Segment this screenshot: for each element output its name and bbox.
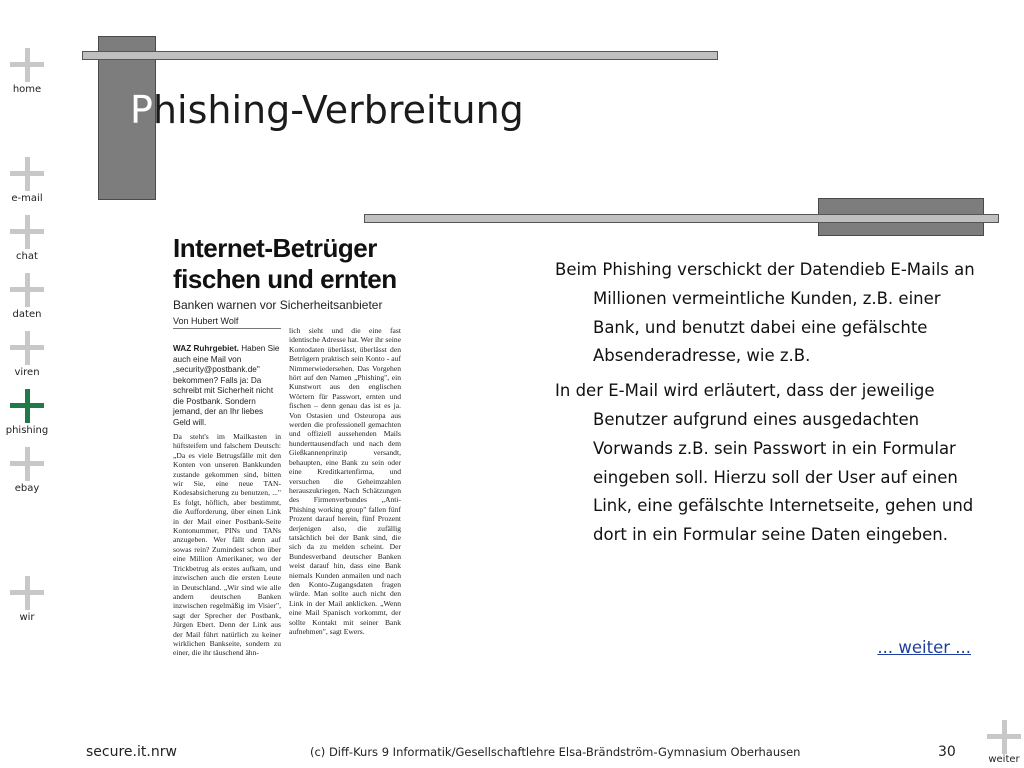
plus-icon (10, 389, 44, 423)
paragraph-2: In der E-Mail wird erläutert, dass der jeweilige Benutzer aufgrund eines ausgedachten Vorwands z.B. sein Passwort in ein Formular eingeben soll. Hierzu soll der User auf einen Link, eine gefälschte Internetseite, gehen und dort in ein Formular seine Daten eingeben. (555, 381, 974, 545)
next-button[interactable] (986, 720, 1022, 765)
nav-label-e-mail: e-mail (11, 193, 43, 204)
plus-icon (10, 273, 44, 307)
nav-label-chat: chat (16, 251, 38, 262)
nav-label-wir: wir (19, 612, 35, 623)
nav-label-phishing: phishing (5, 425, 49, 436)
nav-item-viren[interactable] (4, 331, 50, 378)
newspaper-clipping (165, 232, 408, 707)
nav-item-chat[interactable] (4, 215, 50, 262)
article-lead (173, 344, 281, 428)
plus-icon (10, 215, 44, 249)
footer-copyright: (c) Diff-Kurs 9 Informatik/Gesellschaftlehre Elsa-Brändström-Gymnasium Oberhausen (310, 745, 801, 759)
nav-label-daten: daten (12, 309, 42, 320)
nav-label-ebay: ebay (14, 483, 40, 494)
page-title-initial: P (130, 88, 153, 132)
plus-icon (10, 576, 44, 610)
nav-item-daten[interactable] (4, 273, 50, 320)
article-headline-line1: Internet-Betrüger (173, 233, 377, 263)
page-title (130, 88, 524, 132)
footer-site-name: secure.it.nrw (86, 744, 177, 760)
article-lead-text: Haben Sie auch eine Mail von „security@postbank.de" bekommen? Falls ja: Da schreibt mit Sicherheit nicht die Postbank. Sondern jemand, der an Ihr liebes Geld will. (173, 344, 280, 427)
nav-item-home[interactable] (4, 48, 50, 95)
plus-icon (10, 48, 44, 82)
paragraph-1: Beim Phishing verschickt der Datendieb E-Mails an Millionen vermeintliche Kunden, z.B. einer Bank, und benutzt dabei eine gefälschte Absenderadresse, wie z.B. (555, 260, 975, 366)
nav-item-ebay[interactable] (4, 447, 50, 494)
body-text (555, 256, 975, 556)
article-headline-line2: fischen und ernten (173, 264, 397, 294)
article-lead-place: WAZ Ruhrgebiet. (173, 344, 239, 353)
nav-item-phishing[interactable] (4, 389, 50, 436)
plus-icon (10, 157, 44, 191)
decor-top-rail (82, 51, 718, 60)
nav-label-home: home (12, 84, 42, 95)
nav-label-viren: viren (14, 367, 40, 378)
article-column-right: lich sieht und die eine fast identische Adresse hat. Wer ihr seine Kontodaten überlässt, überlässt den Betrügern praktisch sein Konto - auf Nimmerwiedersehen. Das Vorgehen hört auf den Namen „Phishing", ein Kunstwort aus den englischen Wörtern für Passwort, ernten und fischen – denn genau das ist es ja. Von Ostasien und Osteuropa aus werden die professionell gemachten und offiziell aussehenden Mails hunderttausendfach und nach dem Gießkannenprinzip versandt, behaupten, eine Bank zu sein oder eine Kreditkartenfirma, und versuchen die Geheimzahlen herauszukriegen. Nach Schätzungen des Firmenverbundes „Anti-Phishing working group" fallen fünf Prozent darauf herein, fünf Prozent derjenigen also, die zufällig tatsächlich bei der Bank sind, die sich da zu melden scheint. Der Bundesverband deutscher Banken weist darauf hin, dass eine Bank niemals Kunden anmailen und nach den Konto-Zugangsdaten fragen würde. Man sollte auch nicht den Link in der Mail anklicken. „Wenn eine Mail Spanisch vorkommt, der sollte Kontakt mit seiner Bank aufnehmen", sagt Ewers. (289, 326, 401, 636)
page-title-rest: hishing-Verbreitung (152, 88, 524, 132)
article-column-left (173, 344, 281, 658)
plus-icon (10, 331, 44, 365)
next-label: weiter (988, 754, 1020, 765)
plus-icon (10, 447, 44, 481)
nav-item-wir[interactable] (4, 576, 50, 623)
more-link[interactable]: ... weiter ... (877, 638, 971, 657)
article-author: Von Hubert Wolf (173, 316, 281, 329)
article-subtitle: Banken warnen vor Sicherheitsanbieter (173, 298, 383, 312)
decor-middle-rail (364, 214, 999, 223)
article-column-left-text: Da steht's im Mailkasten in hüftsteifem und falschem Deutsch: „Da es viele Betrugsfälle mit den Konten von unseren Bankkunden zustande gekommen sind, bitten wir Sie, eine neue TAN-Kodesabsicherung zu benutzen, ..." Es folgt, höflich, aber bestimmt, die Aufforderung, über einen Link in der Mail einer Postbank-Seite Kontonummer, PINs und TANs anzugeben. Wer fällt denn auf sowas rein? Zumindest schon über eine Million Amerikaner, wo der Trickbetrug als erstes aufkam, und inzwischen auch die ersten Leute in Deutschland. „Wir sind wie alle andern deutschen Banken inzwischen regelmäßig im Visier", sagt der Sprecher der Postbank, Jürgen Ebert. Denn der Link aus der Mail führt natürlich zu keiner wirklichen Bankseite, sondern zu einer, die ihr täuschend ähn- (173, 432, 281, 658)
nav-item-e-mail[interactable] (4, 157, 50, 204)
plus-icon (987, 720, 1021, 754)
page-number: 30 (938, 744, 956, 760)
